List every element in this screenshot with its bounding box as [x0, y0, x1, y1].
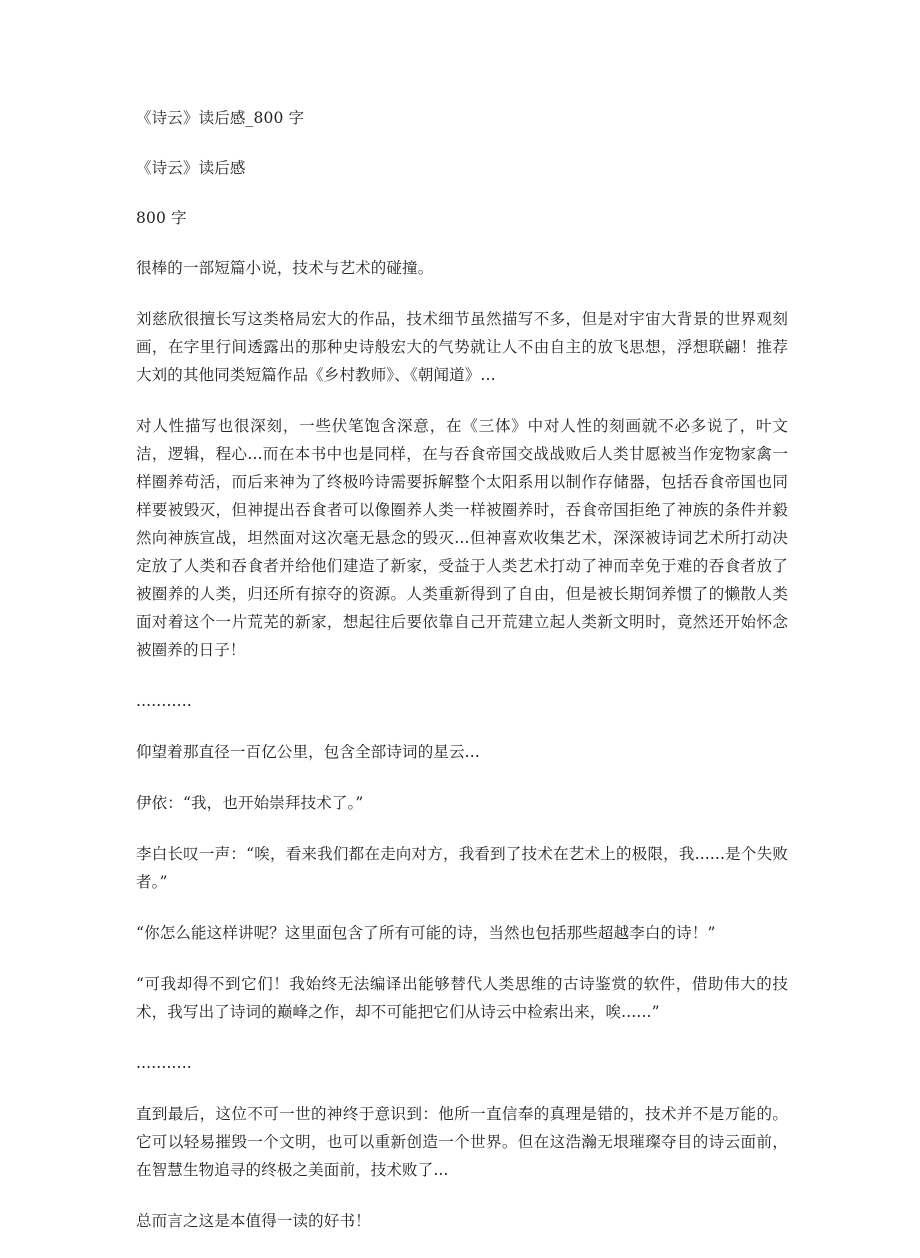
- ellipsis-separator: ...........: [136, 1054, 192, 1072]
- document-subtitle: 《诗云》读后感: [136, 159, 246, 177]
- paragraph-humanity: 对人性描写也很深刻，一些伏笔饱含深意，在《三体》中对人性的刻画就不必多说了，叶文洁，逻辑，程心...而在本书中也是同样，在与吞食帝国交战战败后人类甘愿被当作宠物家禽一样圈养苟活，而后来神为了终极吟诗需要拆解整个太阳系用以制作存储器，包括吞食帝国也同样要被毁灭，但神提出吞食者可以像圈养人类一样被圈养时，吞食帝国拒绝了神族的条件并毅然向神族宣战，坦然面对这次毫无悬念的毁灭...但神喜欢收集艺术，深深被诗词艺术所打动决定放了人类和吞食者并给他们建造了新家，受益于人类艺术打动了神而幸免于难的吞食者放了被圈养的人类，归还所有掠夺的资源。人类重新得到了自由，但是被长期饲养惯了的懒散人类面对着这个一片荒芜的新家，想起往后要依靠自己开荒建立起人类新文明时，竟然还开始怀念被圈养的日子！: [136, 417, 788, 659]
- dialogue-libai: 李白长叹一声：“唉，看来我们都在走向对方，我看到了技术在艺术上的极限，我......是个失败者。”: [136, 845, 788, 891]
- dialogue-response: “你怎么能这样讲呢？这里面包含了所有可能的诗，当然也包括那些超越李白的诗！”: [136, 924, 716, 942]
- document-body: [136, 104, 788, 1258]
- paragraph-ending: 直到最后，这位不可一世的神终于意识到：他所一直信奉的真理是错的，技术并不是万能的。它可以轻易摧毁一个文明，也可以重新创造一个世界。但在这浩瀚无垠璀璨夺目的诗云面前，在智慧生物追寻的终极之美面前，技术败了...: [136, 1105, 788, 1179]
- paragraph-conclusion: 总而言之这是本值得一读的好书！: [136, 1212, 371, 1230]
- dialogue-yiyi: 伊依：“我，也开始崇拜技术了。”: [136, 794, 364, 812]
- document-title: 《诗云》读后感_800 字: [136, 109, 305, 127]
- paragraph-author: 刘慈欣很擅长写这类格局宏大的作品，技术细节虽然描写不多，但是对宇宙大背景的世界观刻画，在字里行间透露出的那种史诗般宏大的气势就让人不由自主的放飞思想，浮想联翩！推荐大刘的其他同类短篇作品《乡村教师》、《朝闻道》...: [136, 310, 788, 384]
- paragraph-nebula: 仰望着那直径一百亿公里，包含全部诗词的星云...: [136, 743, 480, 761]
- word-count: 800 字: [136, 209, 187, 227]
- dialogue-lament: “可我却得不到它们！我始终无法编译出能够替代人类思维的古诗鉴赏的软件，借助伟大的技术，我写出了诗词的巅峰之作，却不可能把它们从诗云中检索出来，唉......”: [136, 975, 788, 1021]
- ellipsis-separator: ...........: [136, 692, 192, 710]
- paragraph-intro: 很棒的一部短篇小说，技术与艺术的碰撞。: [136, 259, 434, 277]
